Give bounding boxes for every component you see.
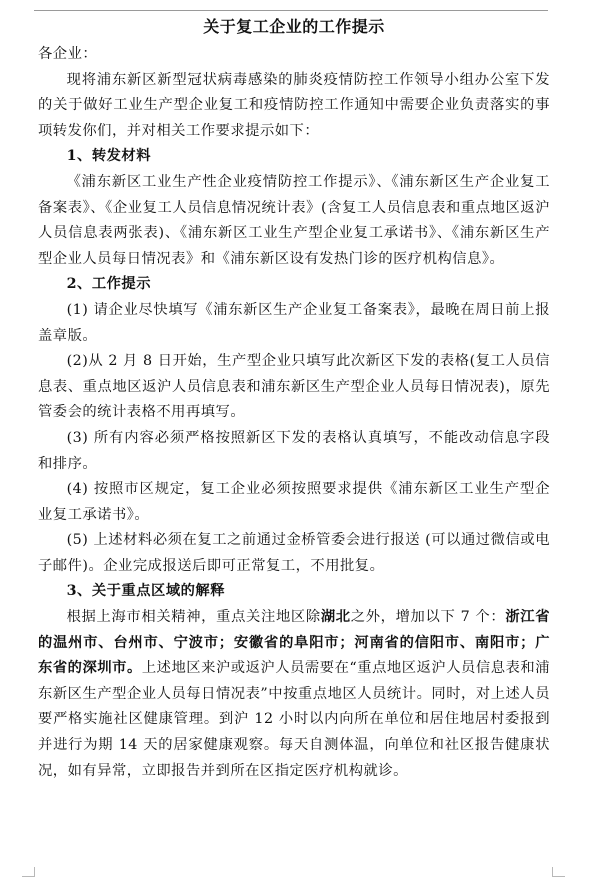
- page-corner-mark-right-h: [553, 876, 565, 877]
- section-3-text-e: 上述地区来沪或返沪人员需要在“重点地区返沪人员信息表和浦东新区生产型企业人员每日情况表”中按重点地区人员统计。同时，对上述人员要严格实施社区健康管理。到沪 12 小时以内向所在单位和居住地居村委报到并进行为期 14 天的居家健康观察。每天自测体温，向单位和社区报告健康状况，如有异常，立即报告并到所在区指定医疗机构就诊。: [38, 660, 551, 779]
- section-3-heading: 3、关于重点区域的解释: [66, 583, 226, 600]
- section-2-item-4: (4) 按照市区规定，复工企业必须按照要求提供《浦东新区工业生产型企业复工承诺书》。: [38, 481, 550, 523]
- section-2-item-3: (3) 所有内容必须严格按照新区下发的表格认真填写，不能改动信息字段和排序。: [38, 429, 550, 472]
- section-1-body: 《浦东新区工业生产性企业疫情防控工作提示》、《浦东新区生产企业复工备案表》、《企业复工人员信息情况统计表》(含复工人员信息表和重点地区返沪人员信息表两张表)、《浦东新区工业生产型企业复工承诺书》、《浦东新区生产型企业人员每日情况表》和《浦东新区设有发热门诊的医疗机构信息》。: [38, 173, 550, 267]
- section-1-heading: 1、转发材料: [66, 148, 152, 165]
- section-3-bold-hubei: 湖北: [320, 609, 351, 626]
- section-3-text-c: 之外，增加以下 7 个：: [350, 609, 506, 626]
- section-3-body: [38, 605, 550, 784]
- section-2-item-5: (5) 上述材料必须在复工之前通过金桥管委会进行报送 (可以通过微信或电子邮件)。企业完成报送后即可正常复工，不用批复。: [38, 532, 550, 574]
- page-top-rule: [34, 10, 548, 11]
- document-body: [38, 14, 550, 784]
- document-title: 关于复工企业的工作提示: [203, 17, 385, 36]
- page-corner-mark-left-h: [22, 876, 34, 877]
- intro-paragraph: 现将浦东新区新型冠状病毒感染的肺炎疫情防控工作领导小组办公室下发的关于做好工业生产型企业复工和疫情防控工作通知中需要企业负责落实的事项转发你们，并对相关工作要求提示如下：: [38, 71, 550, 139]
- section-2-item-1: (1) 请企业尽快填写《浦东新区生产企业复工备案表》，最晚在周日前上报盖章版。: [38, 301, 550, 344]
- section-3-bold-regions: 浙江省的温州市、台州市、宁波市；安徽省的阜阳市；河南省的信阳市、南阳市；广东省的深圳市。: [38, 609, 551, 677]
- section-3-text-a: 根据上海市相关精神，重点关注地区除: [66, 609, 321, 626]
- salutation: 各企业：: [38, 46, 98, 62]
- section-2-heading: 2、工作提示: [66, 276, 152, 293]
- section-2-item-2: (2)从 2 月 8 日开始，生产型企业只填写此次新区下发的表格(复工人员信息表、重点地区返沪人员信息表和浦东新区生产型企业人员每日情况表)，原先管委会的统计表格不用再填写。: [38, 353, 550, 421]
